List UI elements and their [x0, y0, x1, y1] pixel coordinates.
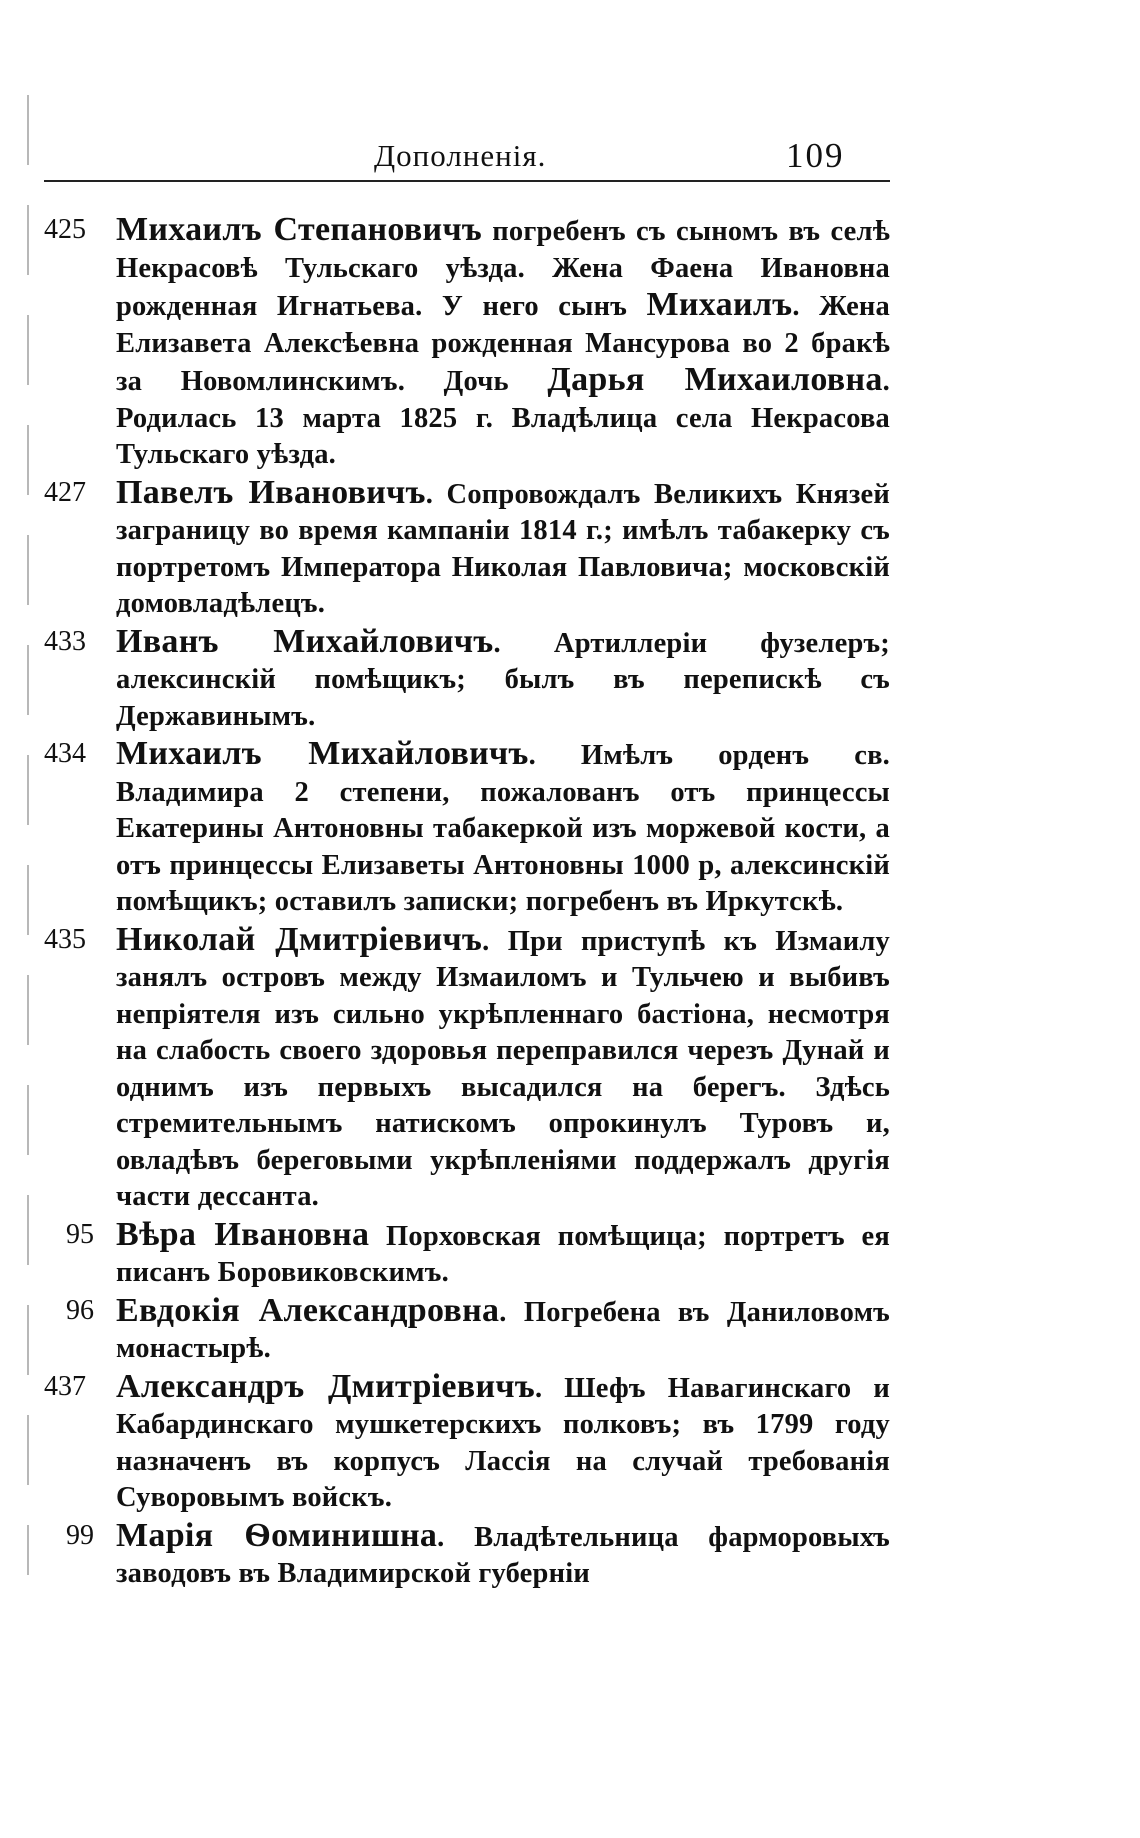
entry-99 [44, 1518, 890, 1593]
running-title: Дополненія. [374, 138, 547, 173]
entry-name: Павелъ Ивановичъ [116, 473, 426, 511]
entry-text: . Владѣтельница фарморовыхъ заводовъ въ Владимирской губерніи [116, 1521, 890, 1589]
entry-437 [44, 1369, 890, 1517]
entry-number: 95 [66, 1218, 94, 1250]
entry-text-tertiary: . Родилась 13 марта 1825 г. Владѣлица села Некрасова Тульскаго уѣзда. [116, 366, 890, 470]
entry-text: . Сопровождалъ Великихъ Князей заграницу во время кампаніи 1814 г.; имѣлъ табакерку съ портретомъ Императора Николая Павловича; московскій домовладѣлецъ. [116, 478, 890, 619]
entry-text: . Шефъ Навагинскаго и Кабардинскаго мушкетерскихъ полковъ; въ 1799 году назначенъ въ корпусъ Лассія на случай требованія Суворовымъ войскъ. [116, 1372, 890, 1513]
running-head [44, 136, 890, 182]
entry-text: Порховская помѣщица; портретъ ея писанъ Боровиковскимъ. [116, 1220, 890, 1288]
entry-95 [44, 1217, 890, 1292]
entry-name: Вѣра Ивановна [116, 1215, 370, 1253]
entry-name: Марія Ѳоминишна [116, 1516, 438, 1554]
entry-name: Иванъ Михайловичъ [116, 622, 494, 660]
entry-number: 433 [44, 625, 86, 657]
entry-number: 437 [44, 1370, 86, 1402]
entry-name: Николай Дмитріевичъ [116, 920, 483, 958]
entry-number: 99 [66, 1519, 94, 1551]
entry-text: . Погребена въ Даниловомъ монастырѣ. [116, 1296, 890, 1364]
entry-name-tertiary: Дарья Михаиловна [547, 361, 883, 398]
entry-name: Михаилъ Степановичъ [116, 211, 483, 248]
page-body [44, 212, 890, 1594]
entry-number: 427 [44, 476, 86, 508]
entry-text: . Артиллеріи фузелеръ; алексинскій помѣщикъ; былъ въ перепискѣ съ Державинымъ. [116, 627, 891, 732]
entry-name: Александръ Дмитріевичъ [116, 1367, 535, 1405]
entry-425 [44, 212, 890, 474]
entry-text: погребенъ съ сыномъ въ селѣ Некрасовѣ Тульскаго уѣзда. Жена Фаена Ивановна рожденная Игнатьева. У него сынъ [116, 216, 890, 322]
entry-text-secondary: . Жена Елизавета Алексѣевна рожденная Мансурова во 2 бракѣ за Новомлинскимъ. Дочь [116, 291, 890, 397]
entry-434 [44, 736, 890, 921]
entry-number: 425 [44, 214, 86, 245]
entry-number: 96 [66, 1294, 94, 1326]
entry-number: 434 [44, 738, 86, 769]
entry-433 [44, 624, 890, 736]
entry-number: 435 [44, 923, 86, 955]
page-edge-shadow [27, 95, 29, 1575]
entry-435 [44, 922, 890, 1216]
entry-name: Евдокія Александровна [116, 1291, 500, 1329]
entry-text: . При приступѣ къ Измаилу занялъ островъ между Измаиломъ и Тульчею и выбивъ непріятеля изъ сильно укрѣпленнаго бастіона, несмотря на слабость своего здоровья переправился черезъ Дунай и однимъ изъ первыхъ высадился на берегъ. Здѣсь стремительнымъ натискомъ опрокинулъ Туровъ и, овладѣвъ береговыми укрѣпленіями поддержалъ другія части дессанта. [116, 925, 891, 1212]
entry-96 [44, 1293, 890, 1368]
entry-name: Михаилъ Михайловичъ [116, 735, 529, 772]
entry-427 [44, 475, 890, 623]
entry-name-secondary: Михаилъ [646, 286, 793, 323]
entry-text: . Имѣлъ орденъ св. Владимира 2 степени, пожалованъ отъ принцессы Екатерины Антоновны табакеркой изъ моржевой кости, а отъ принцессы Елизаветы Антоновны 1000 р, алексинскій помѣщикъ; оставилъ записки; погребенъ въ Иркутскѣ. [116, 740, 890, 917]
page-number: 109 [786, 136, 845, 175]
